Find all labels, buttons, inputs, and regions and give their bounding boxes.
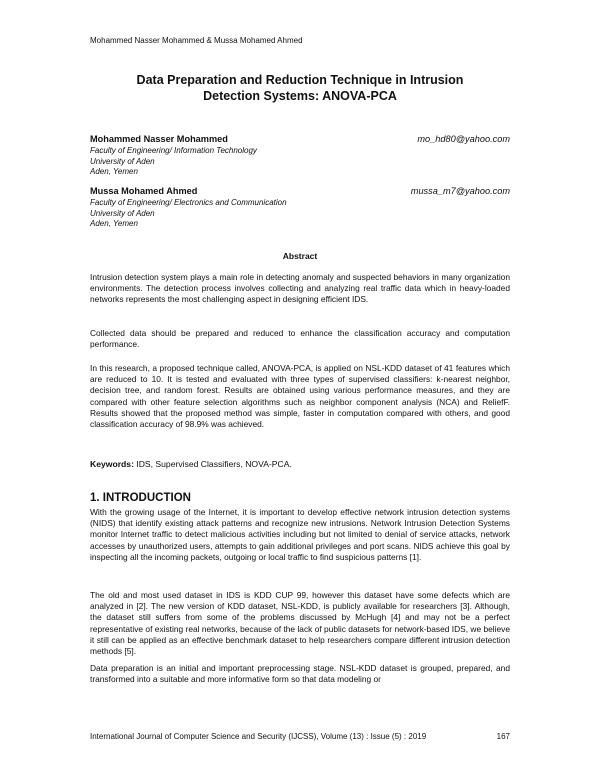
- author-1-email[interactable]: mo_hd80@yahoo.com: [417, 134, 510, 144]
- footer-journal: International Journal of Computer Science and Security (IJCSS), Volume (13) : Issue (5) : 2019: [90, 732, 427, 741]
- intro-paragraph-2: The old and most used dataset in IDS is KDD CUP 99, however this dataset have some defects which are analyzed in [2]. The new version of KDD dataset, NSL-KDD, is publicly available for researchers [3]. Although, the dataset still suffers from some of the problems discussed by McHugh [4] and may not be a perfect representative of existing real networks, because of the lack of public datasets for network-based IDS, we believe it still can be applied as an effective benchmark dataset to help researchers compare different intrusion detection methods [5].: [90, 590, 510, 657]
- section-heading-introduction: 1. INTRODUCTION: [90, 492, 191, 504]
- affiliation-line: Aden, Yemen: [90, 219, 138, 228]
- affiliation-line: Faculty of Engineering/ Electronics and Communication: [90, 198, 287, 207]
- affiliation-line: University of Aden: [90, 208, 155, 218]
- abstract-paragraph-2: Collected data should be prepared and reduced to enhance the classification accuracy and computation performance.: [90, 328, 510, 350]
- intro-paragraph-1: With the growing usage of the Internet, it is important to develop effective network intrusion detection systems (NIDS) that identify existing attack patterns and recognize new intrusions. Network Intrusion Detection Systems monitor Internet traffic to detect malicious activities including but not limited to denial of service attacks, network accesses by unauthorized users, attempts to gain additional privileges and port scans. NIDS achieve this goal by inspecting all the incoming packets, outgoing or local traffic to find suspicious patterns [1].: [90, 507, 510, 562]
- running-head: Mohammed Nasser Mohammed & Mussa Mohamed Ahmed: [90, 36, 303, 45]
- paper-title: [70, 72, 530, 104]
- affiliation-line: University of Aden: [90, 156, 155, 166]
- intro-paragraph-3: Data preparation is an initial and important preprocessing stage. NSL-KDD dataset is grouped, prepared, and transformed into a suitable and more informative form so that data modeling or: [90, 663, 510, 685]
- page-footer: [90, 732, 510, 741]
- abstract-paragraph-1: Intrusion detection system plays a main role in detecting anomaly and suspected behaviors in many organization environments. The detection process involves collecting and analyzing real traffic data which in heavy-loaded networks represents the most challenging aspect in designing efficient IDS.: [90, 272, 510, 305]
- author-2-affiliation: [90, 198, 287, 230]
- author-1-affiliation: [90, 146, 257, 178]
- page-number: 167: [496, 732, 510, 741]
- author-2-name: Mussa Mohamed Ahmed: [90, 186, 198, 196]
- abstract-paragraph-3: In this research, a proposed technique called, ANOVA-PCA, is applied on NSL-KDD dataset of 41 features which are reduced to 10. It is tested and evaluated with three types of supervised classifiers: k-nearest neighbor, decision tree, and random forest. Results are obtained using various performance measures, and they are compared with other feature selection algorithms such as neighbor component analysis (NCA) and ReliefF. Results showed that the proposed method was simple, faster in computation compared with others, and good classification accuracy of 98.9% was achieved.: [90, 363, 510, 430]
- title-line-2: Detection Systems: ANOVA-PCA: [203, 89, 397, 103]
- title-line-1: Data Preparation and Reduction Technique in Intrusion: [136, 73, 464, 87]
- author-2-email[interactable]: mussa_m7@yahoo.com: [410, 186, 510, 196]
- keywords-text: IDS, Supervised Classifiers, NOVA-PCA.: [133, 459, 292, 469]
- abstract-heading: Abstract: [282, 251, 318, 261]
- keywords-label: Keywords:: [90, 459, 134, 469]
- affiliation-line: Faculty of Engineering/ Information Technology: [90, 146, 257, 155]
- author-1-name: Mohammed Nasser Mohammed: [90, 134, 228, 144]
- affiliation-line: Aden, Yemen: [90, 167, 138, 176]
- keywords: [90, 459, 292, 469]
